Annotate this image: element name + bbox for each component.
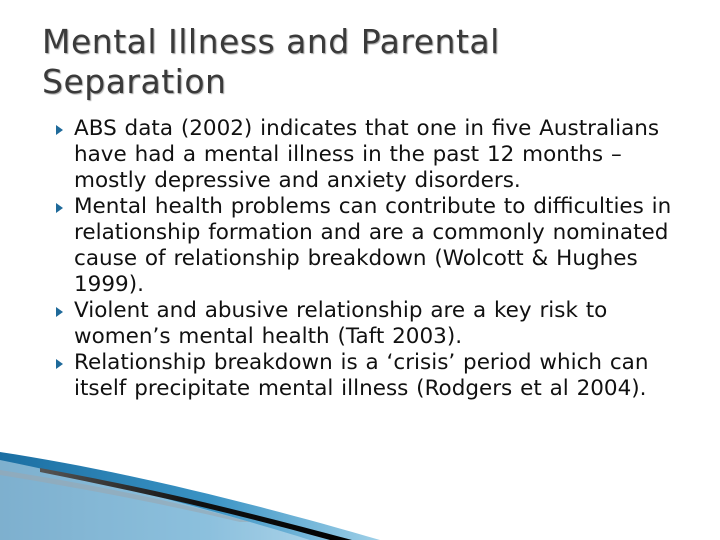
blue-swoosh-band <box>0 452 380 540</box>
light-swoosh-band <box>0 460 310 540</box>
triangle-right-icon <box>56 359 63 369</box>
bullet-item-4 <box>56 350 686 402</box>
triangle-right-icon <box>56 307 63 317</box>
dark-swoosh-line <box>40 468 352 540</box>
bullet-text-2: Mental health problems can contribute to difficulties in relationship formation and are a commonly nominated cause of relationship breakdown (Wolcott & Hughes 1999). <box>74 194 672 297</box>
slide-title: Mental Illness and Parental Separation <box>42 22 500 101</box>
triangle-right-icon <box>56 125 63 135</box>
bullet-text-1: ABS data (2002) indicates that one in five Australians have had a mental illness in the past 12 months – mostly depressive and anxiety disorders. <box>74 116 660 193</box>
bullet-list <box>56 116 686 402</box>
bullet-item-1 <box>56 116 686 194</box>
grey-swoosh-line <box>0 470 250 522</box>
bullet-item-3 <box>56 298 686 350</box>
triangle-right-icon <box>56 203 63 213</box>
bullet-text-3: Violent and abusive relationship are a key risk to women’s mental health (Taft 2003). <box>74 298 608 349</box>
bullet-item-2 <box>56 194 686 298</box>
bullet-text-4: Relationship breakdown is a ‘crisis’ period which can itself precipitate mental illness (Rodgers et al 2004). <box>74 350 649 401</box>
